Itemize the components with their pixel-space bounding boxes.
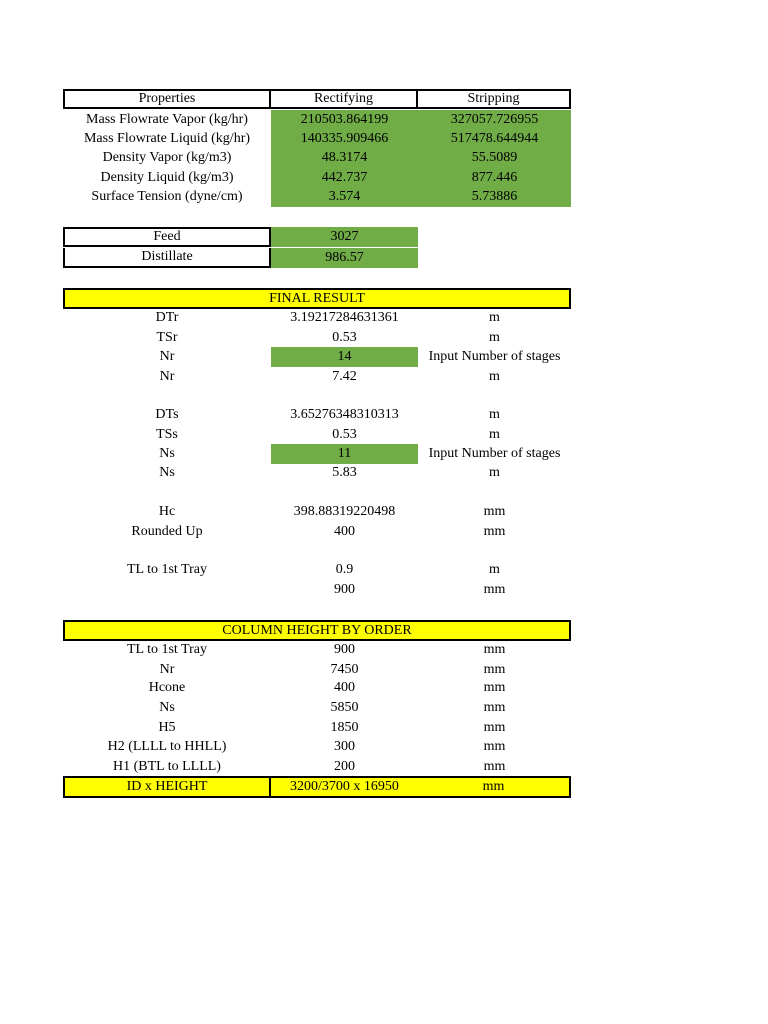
height-value: 5850 <box>330 700 359 715</box>
rectifying-header: Rectifying <box>271 89 418 109</box>
result-label: Nr <box>159 349 175 364</box>
distillate-value[interactable]: 986.57 <box>271 248 418 268</box>
result-label <box>63 580 271 600</box>
table-row <box>63 737 571 757</box>
stripping-value[interactable]: 877.446 <box>418 168 571 188</box>
total-unit: mm <box>418 776 571 798</box>
table-row <box>63 560 571 580</box>
height-label: Nr <box>159 662 175 677</box>
property-label: Density Liquid (kg/m3) <box>100 170 234 185</box>
table-row <box>63 444 571 464</box>
total-value: 3200/3700 x 16950 <box>271 776 418 798</box>
total-label: ID x HEIGHT <box>63 776 271 798</box>
result-unit: mm <box>483 582 506 597</box>
result-label: DTs <box>155 407 179 422</box>
properties-header-row <box>63 89 571 109</box>
result-unit: m <box>489 310 500 325</box>
result-unit: m <box>489 465 500 480</box>
height-value: 300 <box>334 739 355 754</box>
result-value: 3.65276348310313 <box>290 407 399 422</box>
result-label: Hc <box>158 504 176 519</box>
height-value: 1850 <box>330 720 359 735</box>
height-value: 900 <box>334 642 355 657</box>
table-row <box>63 129 571 149</box>
table-row <box>63 328 571 348</box>
result-value: 5.83 <box>332 465 357 480</box>
result-value: 398.88319220498 <box>293 504 396 519</box>
table-row <box>63 425 571 445</box>
result-value: 7.42 <box>332 369 357 384</box>
table-row <box>63 580 571 600</box>
table-row <box>63 502 571 522</box>
result-value: 0.53 <box>332 427 357 442</box>
feed-label: Feed <box>63 227 271 247</box>
table-row <box>63 405 571 425</box>
table-row <box>63 248 571 268</box>
final-result-header-row <box>63 288 571 309</box>
result-value: 900 <box>334 582 355 597</box>
table-row <box>63 757 571 777</box>
height-unit: mm <box>483 642 506 657</box>
table-row <box>63 110 571 130</box>
table-row <box>63 660 571 680</box>
stripping-value[interactable]: 55.5089 <box>418 148 571 168</box>
result-unit: Input Number of stages <box>428 349 561 364</box>
property-label: Density Vapor (kg/m3) <box>102 150 232 165</box>
table-row <box>63 227 571 247</box>
height-unit: mm <box>483 720 506 735</box>
height-unit: mm <box>483 662 506 677</box>
result-label: Nr <box>159 369 175 384</box>
table-row <box>63 168 571 188</box>
table-row <box>63 187 571 207</box>
height-label: Ns <box>159 700 175 715</box>
column-height-title: COLUMN HEIGHT BY ORDER <box>63 620 571 641</box>
height-label: H2 (LLLL to HHLL) <box>107 739 227 754</box>
distillate-label: Distillate <box>63 248 271 268</box>
height-unit: mm <box>483 759 506 774</box>
table-row <box>63 718 571 738</box>
table-row <box>63 522 571 542</box>
result-label: Ns <box>159 446 175 461</box>
height-value: 200 <box>334 759 355 774</box>
stripping-value[interactable]: 327057.726955 <box>418 110 571 130</box>
height-value: 7450 <box>330 662 359 677</box>
result-label: Ns <box>159 465 175 480</box>
table-row <box>63 308 571 328</box>
stripping-value[interactable]: 5.73886 <box>418 187 571 207</box>
height-label: Hcone <box>148 680 186 695</box>
final-result-title: FINAL RESULT <box>63 288 571 309</box>
stripping-stages-input[interactable]: 11 <box>271 444 418 464</box>
result-unit: mm <box>483 524 506 539</box>
result-unit: Input Number of stages <box>428 446 561 461</box>
table-row <box>63 148 571 168</box>
total-row <box>63 776 571 798</box>
property-label: Mass Flowrate Liquid (kg/hr) <box>83 131 251 146</box>
result-unit: m <box>489 330 500 345</box>
height-unit: mm <box>483 700 506 715</box>
height-unit: mm <box>483 739 506 754</box>
result-value: 400 <box>334 524 355 539</box>
column-height-header-row <box>63 620 571 641</box>
stripping-value[interactable]: 517478.644944 <box>418 129 571 149</box>
result-label: TL to 1st Tray <box>127 562 207 577</box>
property-label: Mass Flowrate Vapor (kg/hr) <box>86 112 248 127</box>
result-unit: m <box>489 407 500 422</box>
result-value: 0.9 <box>335 562 354 577</box>
property-label: Surface Tension (dyne/cm) <box>91 189 243 204</box>
result-label: TSs <box>156 427 178 442</box>
result-unit: m <box>489 369 500 384</box>
stripping-header: Stripping <box>418 89 571 109</box>
height-label: TL to 1st Tray <box>127 642 207 657</box>
rectifying-stages-input[interactable]: 14 <box>271 347 418 367</box>
table-row <box>63 678 571 698</box>
result-label: Rounded Up <box>131 524 203 539</box>
table-row <box>63 698 571 718</box>
result-value: 3.19217284631361 <box>290 310 399 325</box>
height-label: H1 (BTL to LLLL) <box>113 759 221 774</box>
table-row <box>63 463 571 483</box>
feed-value[interactable]: 3027 <box>271 227 418 247</box>
rectifying-value[interactable]: 140335.909466 <box>271 129 418 149</box>
properties-header: Properties <box>63 89 271 109</box>
result-label: TSr <box>156 330 178 345</box>
rectifying-value[interactable]: 48.3174 <box>271 148 418 168</box>
table-row <box>63 640 571 660</box>
table-row <box>63 347 571 367</box>
result-label: DTr <box>155 310 179 325</box>
height-label: H5 <box>158 720 176 735</box>
table-row <box>63 367 571 387</box>
result-unit: m <box>489 562 500 577</box>
result-value: 0.53 <box>332 330 357 345</box>
result-unit: m <box>489 427 500 442</box>
height-unit: mm <box>483 680 506 695</box>
height-value: 400 <box>334 680 355 695</box>
rectifying-value[interactable]: 3.574 <box>271 187 418 207</box>
rectifying-value[interactable]: 442.737 <box>271 168 418 188</box>
rectifying-value[interactable]: 210503.864199 <box>271 110 418 130</box>
result-unit: mm <box>483 504 506 519</box>
